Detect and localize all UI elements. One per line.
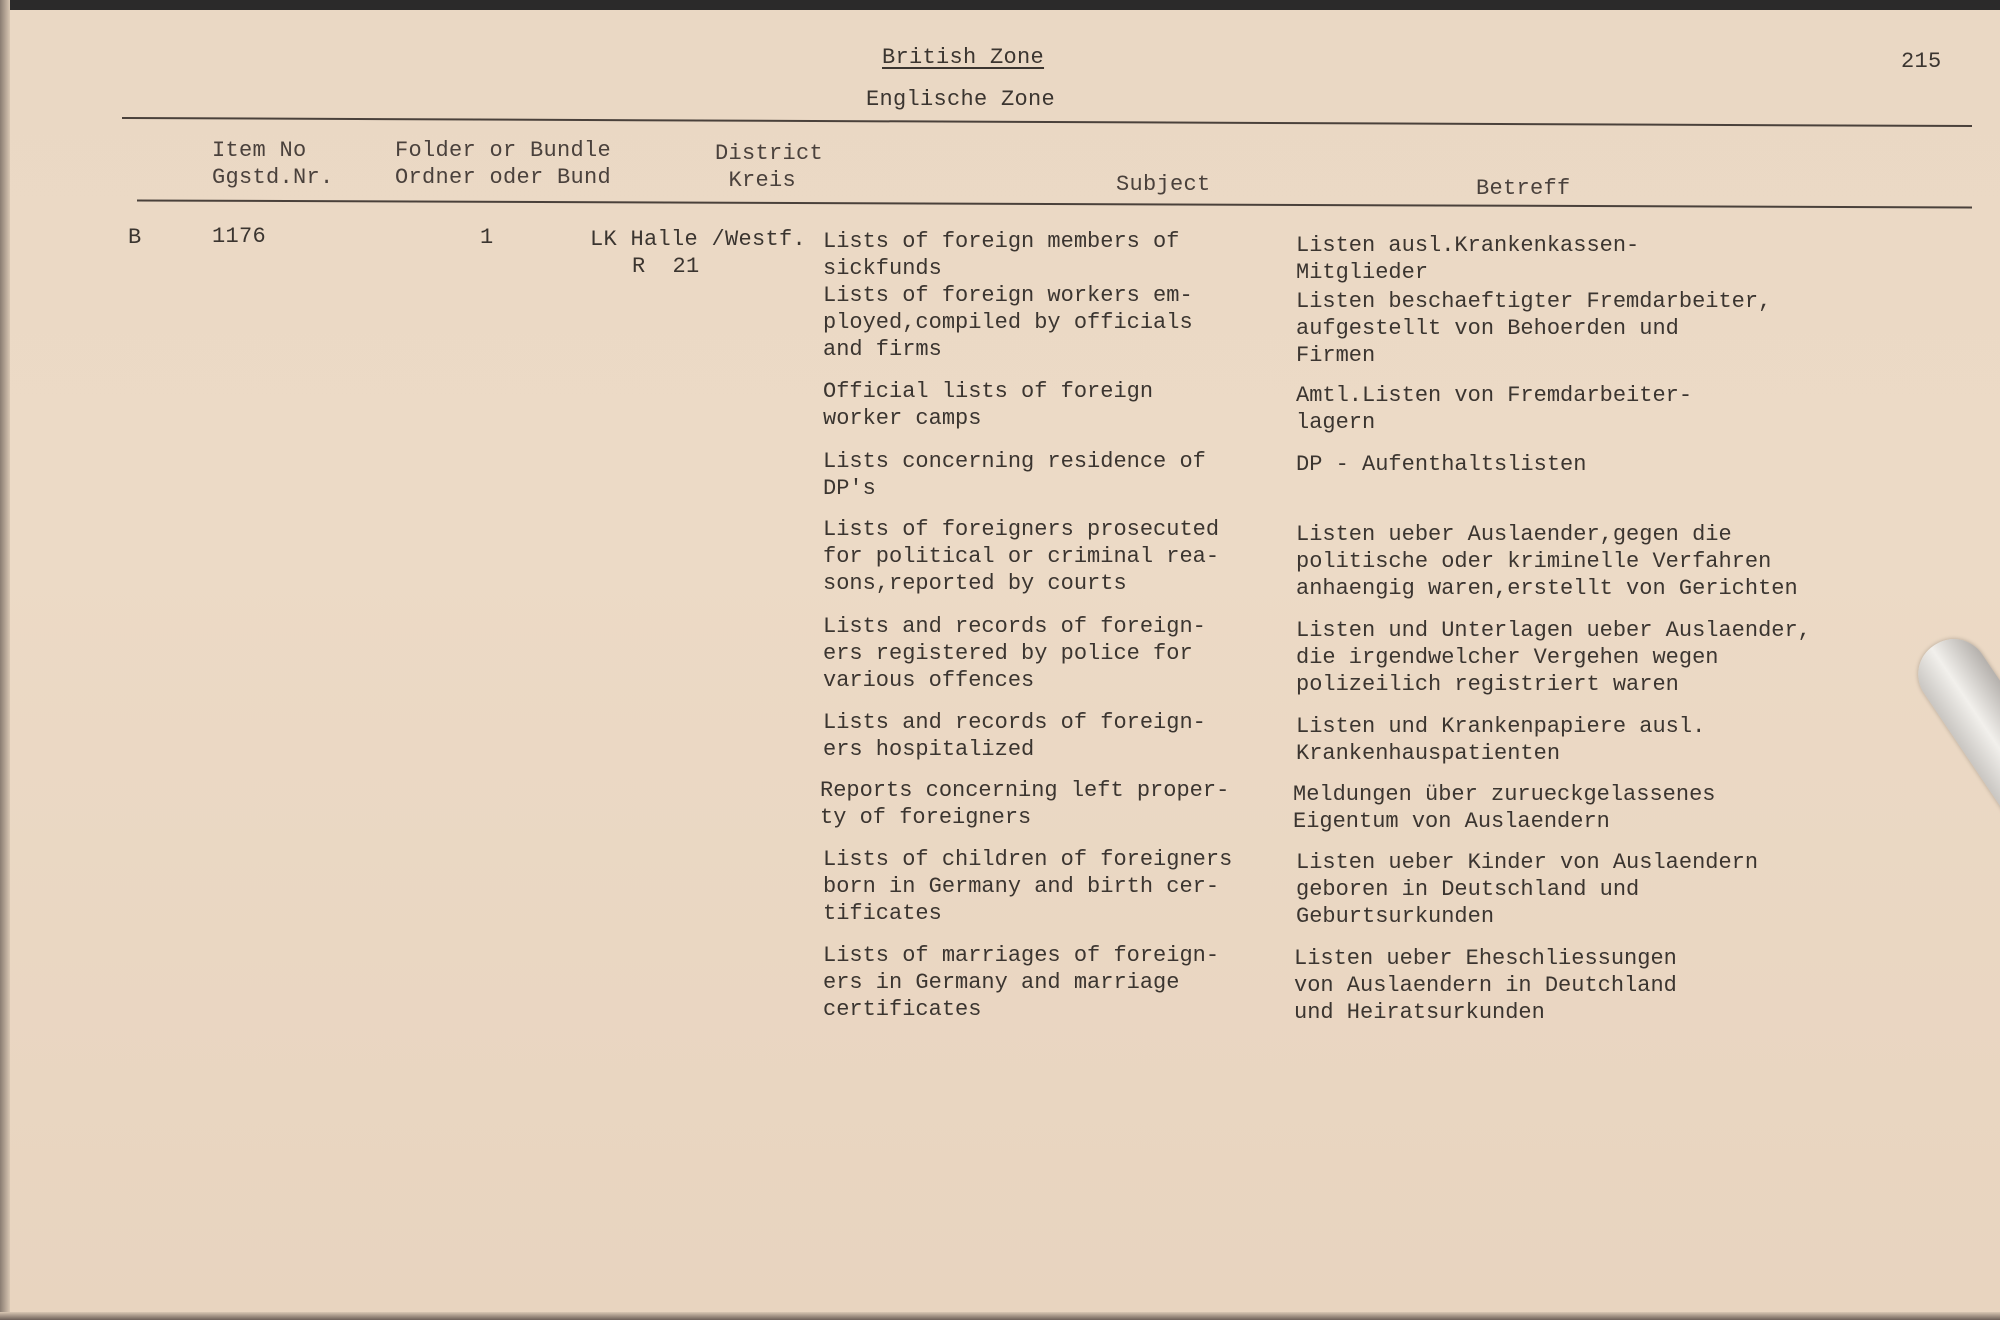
- betreff-entry: Listen beschaeftigter Fremdarbeiter, aufgestellt von Behoerden und Firmen: [1296, 289, 1772, 368]
- col-header-betreff: Betreff: [1476, 176, 1571, 201]
- betreff-entry: Amtl.Listen von Fremdarbeiter- lagern: [1296, 383, 1693, 435]
- col-header-district: District Kreis: [715, 141, 824, 193]
- col-header-item: Item No Ggstd.Nr.: [212, 138, 334, 190]
- col-header-folder: Folder or Bundle Ordner oder Bund: [395, 138, 612, 190]
- subject-entry: Lists of children of foreigners born in Germany and birth cer- tificates: [823, 847, 1233, 926]
- betreff-entry: Listen ueber Kinder von Auslaendern geboren in Deutschland und Geburtsurkunden: [1296, 850, 1759, 929]
- subject-entry: Lists of foreign members of sickfunds: [823, 229, 1180, 281]
- scan-top-border: [0, 0, 2000, 10]
- subject-entry: Reports concerning left proper- ty of foreigners: [820, 778, 1230, 830]
- betreff-entry: Listen ausl.Krankenkassen- Mitglieder: [1296, 233, 1640, 285]
- betreff-entry: DP - Aufenthaltslisten: [1296, 452, 1587, 477]
- tweezers-tool: [1905, 626, 2000, 864]
- subject-entry: Lists of marriages of foreign- ers in Germany and marriage certificates: [823, 943, 1220, 1022]
- betreff-entry: Listen ueber Auslaender,gegen die politische oder kriminelle Verfahren anhaengig waren,erstellt von Gerichten: [1296, 522, 1798, 601]
- header-top-rule: [122, 117, 1972, 127]
- record-letter: B: [128, 225, 142, 250]
- subject-entry: Official lists of foreign worker camps: [823, 379, 1154, 431]
- scan-left-edge: [0, 0, 10, 1320]
- header-bottom-rule: [137, 199, 1972, 208]
- betreff-entry: Listen und Unterlagen ueber Auslaender, die irgendwelcher Vergehen wegen polizeilich registriert waren: [1296, 618, 1811, 697]
- district-name: LK Halle /Westf.: [590, 227, 807, 252]
- page-title: British Zone: [882, 45, 1045, 70]
- betreff-entry: Meldungen über zurueckgelassenes Eigentum von Auslaendern: [1293, 782, 1716, 834]
- col-header-subject: Subject: [1116, 172, 1211, 197]
- item-number: 1176: [212, 224, 267, 249]
- betreff-entry: Listen und Krankenpapiere ausl. Krankenhauspatienten: [1296, 714, 1706, 766]
- betreff-entry: Listen ueber Eheschliessungen von Auslaendern in Deutchland und Heiratsurkunden: [1294, 946, 1677, 1025]
- district-code: R 21: [632, 254, 700, 279]
- folder-number: 1: [480, 225, 494, 250]
- page-subtitle: Englische Zone: [866, 87, 1056, 112]
- subject-entry: Lists and records of foreign- ers registered by police for various offences: [823, 614, 1206, 693]
- page-number: 215: [1901, 49, 1942, 74]
- scan-bottom-edge: [0, 1312, 2000, 1320]
- subject-entry: Lists and records of foreign- ers hospitalized: [823, 710, 1206, 762]
- subject-entry: Lists of foreigners prosecuted for political or criminal rea- sons,reported by courts: [823, 517, 1220, 596]
- subject-entry: Lists of foreign workers em- ployed,compiled by officials and firms: [823, 283, 1193, 362]
- subject-entry: Lists concerning residence of DP's: [823, 449, 1206, 501]
